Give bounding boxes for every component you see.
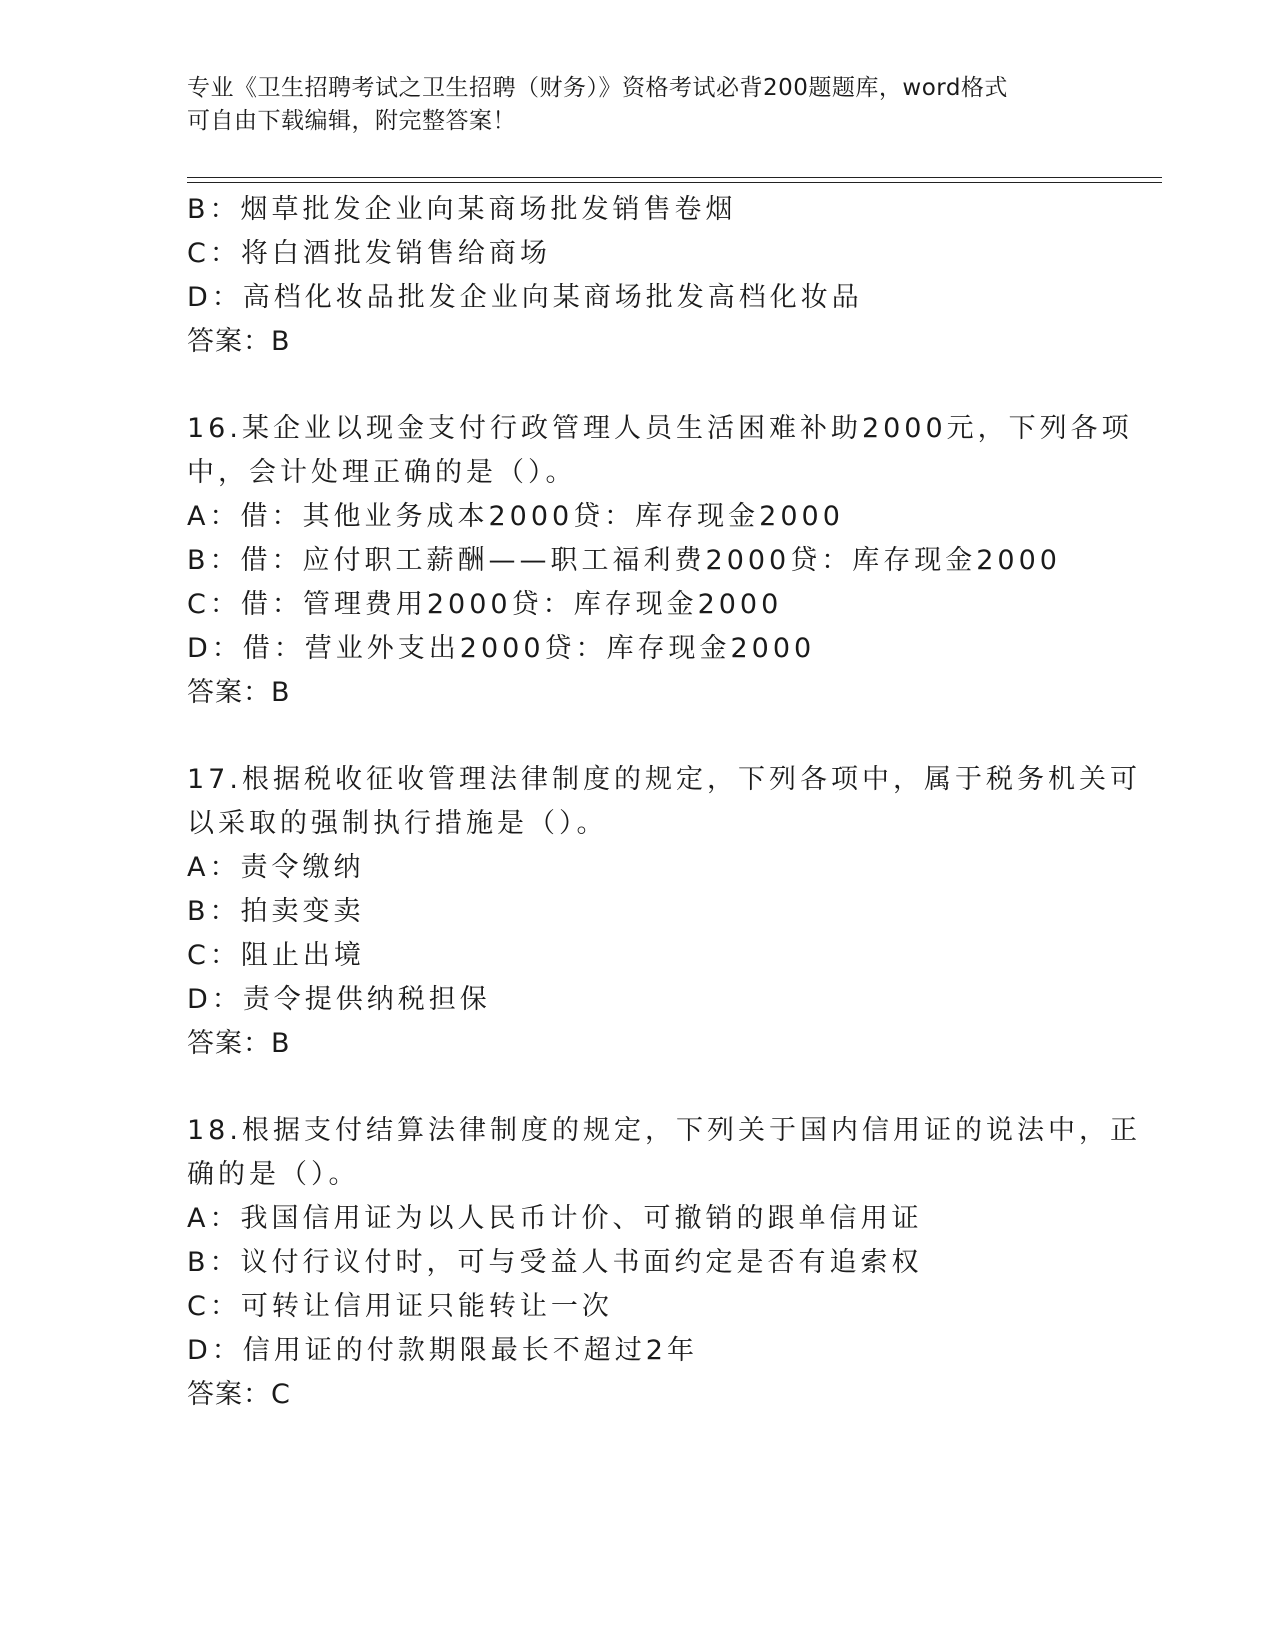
q16-answer: 答案：B	[187, 677, 291, 708]
q18-option-d: D：信用证的付款期限最长不超过2年	[187, 1335, 698, 1366]
q17-stem-line-2: 以采取的强制执行措施是（）。	[187, 808, 608, 839]
q16-stem-line-1: 16.某企业以现金支付行政管理人员生活困难补助2000元，下列各项	[187, 413, 1133, 444]
q15-option-c: C：将白酒批发销售给商场	[187, 238, 551, 269]
q16-option-c: C：借：管理费用2000贷：库存现金2000	[187, 589, 783, 620]
q15-answer: 答案：B	[187, 326, 291, 357]
q15-option-d: D：高档化妆品批发企业向某商场批发高档化妆品	[187, 282, 863, 313]
q16-option-b: B：借：应付职工薪酬——职工福利费2000贷：库存现金2000	[187, 545, 1061, 576]
header-divider-top	[187, 177, 1162, 178]
q16-stem-line-2: 中，会计处理正确的是（）。	[187, 457, 577, 488]
q17-option-d: D：责令提供纳税担保	[187, 984, 491, 1015]
q15-option-b: B：烟草批发企业向某商场批发销售卷烟	[187, 194, 737, 225]
document-header	[187, 72, 1087, 138]
q18-option-a: A：我国信用证为以人民币计价、可撤销的跟单信用证	[187, 1203, 923, 1234]
q18-stem-line-1: 18.根据支付结算法律制度的规定，下列关于国内信用证的说法中，正	[187, 1115, 1141, 1146]
q17-option-a: A：责令缴纳	[187, 852, 365, 883]
q18-answer: 答案：C	[187, 1379, 291, 1410]
header-title-line-1: 专业《卫生招聘考试之卫生招聘（财务）》资格考试必背200题题库，word格式	[187, 75, 1008, 101]
q16-option-d: D：借：营业外支出2000贷：库存现金2000	[187, 633, 816, 664]
q16-option-a: A：借：其他业务成本2000贷：库存现金2000	[187, 501, 844, 532]
q17-answer: 答案：B	[187, 1028, 291, 1059]
q18-option-b: B：议付行议付时，可与受益人书面约定是否有追索权	[187, 1247, 923, 1278]
q17-option-b: B：拍卖变卖	[187, 896, 365, 927]
q18-stem-line-2: 确的是（）。	[187, 1159, 360, 1190]
q17-option-c: C：阻止出境	[187, 940, 365, 971]
q18-option-c: C：可转让信用证只能转让一次	[187, 1291, 613, 1322]
header-title-line-2: 可自由下载编辑，附完整答案！	[187, 108, 516, 134]
q17-stem-line-1: 17.根据税收征收管理法律制度的规定，下列各项中，属于税务机关可	[187, 764, 1141, 795]
header-divider-bottom	[187, 182, 1162, 183]
